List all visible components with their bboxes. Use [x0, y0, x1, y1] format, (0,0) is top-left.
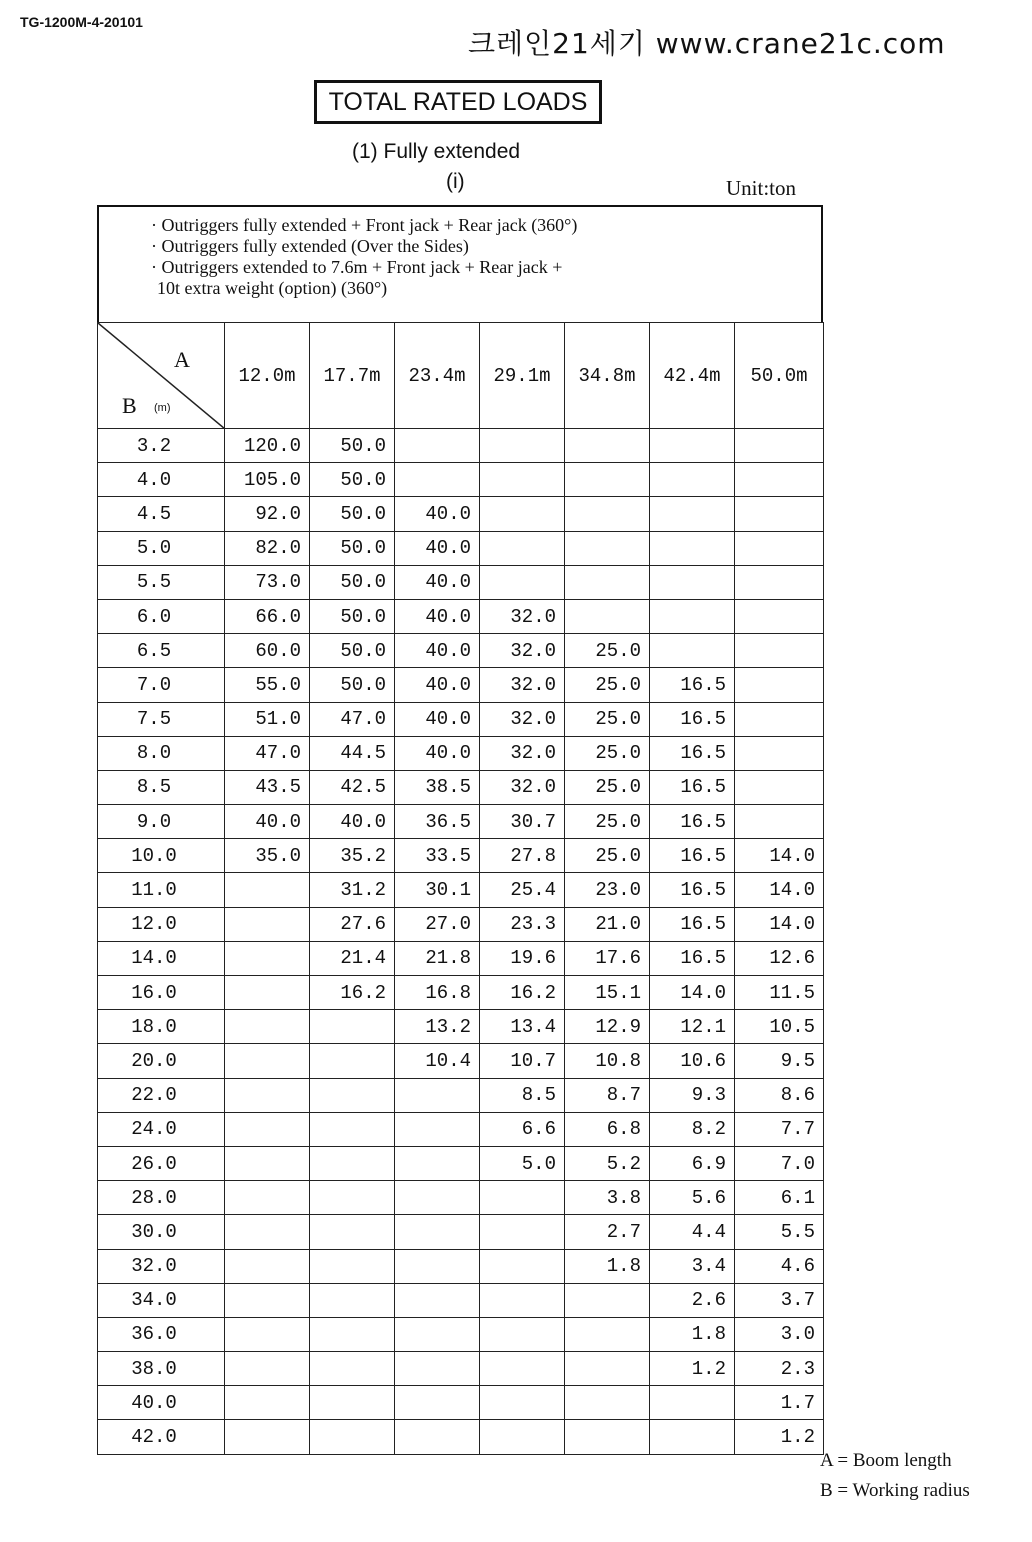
load-cell — [310, 1010, 395, 1044]
load-cell: 16.2 — [480, 976, 565, 1010]
table-row — [98, 907, 824, 941]
legend-boom-length: A = Boom length — [820, 1450, 952, 1471]
condition-line: · Outriggers fully extended + Front jack + Rear jack (360°) — [151, 215, 578, 235]
load-cell — [310, 1078, 395, 1112]
corner-cell — [98, 323, 225, 429]
load-cell — [225, 1283, 310, 1317]
load-cell — [480, 565, 565, 599]
load-cell: 16.5 — [650, 941, 735, 975]
working-radius-cell: 12.0 — [98, 907, 225, 941]
load-cell — [395, 429, 480, 463]
load-cell: 92.0 — [225, 497, 310, 531]
load-cell — [650, 1420, 735, 1454]
load-cell: 25.0 — [565, 702, 650, 736]
load-cell: 30.7 — [480, 805, 565, 839]
load-cell — [480, 1352, 565, 1386]
load-cell: 32.0 — [480, 770, 565, 804]
load-cell — [565, 1283, 650, 1317]
table-row — [98, 497, 824, 531]
load-cell — [735, 770, 824, 804]
load-cell: 8.6 — [735, 1078, 824, 1112]
working-radius-cell: 22.0 — [98, 1078, 225, 1112]
load-cell — [735, 497, 824, 531]
table-row — [98, 565, 824, 599]
load-cell: 50.0 — [310, 565, 395, 599]
load-cell — [310, 1112, 395, 1146]
table-row — [98, 1317, 824, 1351]
load-cell — [650, 429, 735, 463]
load-cell: 10.8 — [565, 1044, 650, 1078]
boom-length-header: 23.4m — [395, 323, 480, 429]
load-cell: 13.4 — [480, 1010, 565, 1044]
working-radius-cell: 4.5 — [98, 497, 225, 531]
load-cell: 50.0 — [310, 668, 395, 702]
working-radius-cell: 30.0 — [98, 1215, 225, 1249]
load-cell: 3.7 — [735, 1283, 824, 1317]
load-cell — [225, 1420, 310, 1454]
load-cell — [395, 1283, 480, 1317]
load-cell — [225, 1181, 310, 1215]
load-cell: 105.0 — [225, 463, 310, 497]
load-cell — [395, 1317, 480, 1351]
load-cell: 12.1 — [650, 1010, 735, 1044]
load-cell: 50.0 — [310, 429, 395, 463]
load-cell — [310, 1317, 395, 1351]
load-cell — [225, 976, 310, 1010]
load-cell — [735, 634, 824, 668]
load-cell: 50.0 — [310, 599, 395, 633]
working-radius-cell: 4.0 — [98, 463, 225, 497]
load-cell: 27.6 — [310, 907, 395, 941]
load-cell — [225, 1215, 310, 1249]
load-cell: 1.2 — [650, 1352, 735, 1386]
load-cell: 4.4 — [650, 1215, 735, 1249]
load-cell — [480, 463, 565, 497]
load-cell — [225, 1352, 310, 1386]
load-cell: 16.5 — [650, 839, 735, 873]
working-radius-cell: 8.0 — [98, 736, 225, 770]
load-cell: 35.0 — [225, 839, 310, 873]
load-cell: 23.3 — [480, 907, 565, 941]
load-cell — [735, 531, 824, 565]
load-cell: 25.0 — [565, 634, 650, 668]
load-cell: 40.0 — [395, 736, 480, 770]
table-row — [98, 1283, 824, 1317]
load-cell: 1.2 — [735, 1420, 824, 1454]
load-cell: 11.5 — [735, 976, 824, 1010]
load-cell: 7.7 — [735, 1112, 824, 1146]
load-cell — [310, 1420, 395, 1454]
working-radius-cell: 38.0 — [98, 1352, 225, 1386]
working-radius-cell: 7.5 — [98, 702, 225, 736]
load-cell — [225, 941, 310, 975]
load-cell — [735, 599, 824, 633]
working-radius-cell: 14.0 — [98, 941, 225, 975]
load-cell: 21.8 — [395, 941, 480, 975]
load-cell: 16.5 — [650, 873, 735, 907]
load-cell — [480, 1283, 565, 1317]
working-radius-cell: 26.0 — [98, 1146, 225, 1180]
load-cell: 40.0 — [395, 565, 480, 599]
table-row — [98, 634, 824, 668]
load-cell: 2.7 — [565, 1215, 650, 1249]
load-cell — [650, 531, 735, 565]
condition-line: 10t extra weight (option) (360°) — [157, 278, 388, 298]
load-cell — [225, 1010, 310, 1044]
load-cell — [735, 668, 824, 702]
load-cell — [650, 497, 735, 531]
website-banner: 크레인21세기 www.crane21c.com — [468, 27, 946, 60]
load-cell: 3.4 — [650, 1249, 735, 1283]
load-cell: 10.7 — [480, 1044, 565, 1078]
working-radius-cell: 42.0 — [98, 1420, 225, 1454]
header-row — [98, 323, 824, 429]
load-cell — [565, 1317, 650, 1351]
working-radius-cell: 11.0 — [98, 873, 225, 907]
load-cell: 16.8 — [395, 976, 480, 1010]
load-cell — [310, 1215, 395, 1249]
load-cell — [310, 1352, 395, 1386]
table-row — [98, 429, 824, 463]
table-row — [98, 1420, 824, 1454]
load-cell — [310, 1044, 395, 1078]
load-cell — [480, 1420, 565, 1454]
load-cell: 1.8 — [650, 1317, 735, 1351]
load-cell: 32.0 — [480, 668, 565, 702]
load-cell — [395, 1215, 480, 1249]
load-cell: 47.0 — [310, 702, 395, 736]
load-cell: 32.0 — [480, 702, 565, 736]
load-cell — [565, 1386, 650, 1420]
rated-load-table — [97, 322, 824, 1455]
load-cell — [225, 873, 310, 907]
load-cell — [565, 497, 650, 531]
load-cell: 10.5 — [735, 1010, 824, 1044]
load-cell — [310, 1249, 395, 1283]
load-cell — [735, 702, 824, 736]
load-cell: 16.5 — [650, 702, 735, 736]
load-cell: 10.6 — [650, 1044, 735, 1078]
load-cell: 17.6 — [565, 941, 650, 975]
load-cell: 15.1 — [565, 976, 650, 1010]
working-radius-cell: 28.0 — [98, 1181, 225, 1215]
table-row — [98, 463, 824, 497]
load-cell — [395, 1352, 480, 1386]
load-cell: 19.6 — [480, 941, 565, 975]
load-cell: 55.0 — [225, 668, 310, 702]
table-row — [98, 668, 824, 702]
load-cell — [565, 429, 650, 463]
table-row — [98, 1078, 824, 1112]
load-cell — [650, 599, 735, 633]
load-cell: 10.4 — [395, 1044, 480, 1078]
load-cell — [225, 1317, 310, 1351]
working-radius-cell: 5.5 — [98, 565, 225, 599]
load-cell — [565, 1420, 650, 1454]
section-index: (i) — [446, 170, 465, 193]
boom-length-header: 42.4m — [650, 323, 735, 429]
document-code: TG-1200M-4-20101 — [20, 14, 143, 30]
load-cell: 40.0 — [395, 531, 480, 565]
load-cell: 25.0 — [565, 805, 650, 839]
load-cell: 31.2 — [310, 873, 395, 907]
load-cell: 40.0 — [395, 634, 480, 668]
load-cell: 8.5 — [480, 1078, 565, 1112]
load-cell — [395, 463, 480, 497]
load-cell — [225, 1146, 310, 1180]
working-radius-cell: 18.0 — [98, 1010, 225, 1044]
load-cell: 35.2 — [310, 839, 395, 873]
table-row — [98, 1112, 824, 1146]
load-cell — [310, 1146, 395, 1180]
load-cell: 25.0 — [565, 770, 650, 804]
table-row — [98, 702, 824, 736]
load-cell: 16.5 — [650, 805, 735, 839]
load-cell — [225, 1078, 310, 1112]
load-cell: 33.5 — [395, 839, 480, 873]
load-cell: 50.0 — [310, 497, 395, 531]
load-cell — [650, 565, 735, 599]
load-cell: 5.6 — [650, 1181, 735, 1215]
load-cell: 51.0 — [225, 702, 310, 736]
table-row — [98, 770, 824, 804]
load-cell: 82.0 — [225, 531, 310, 565]
condition-line: · Outriggers fully extended (Over the Sides) — [151, 236, 469, 256]
load-cell: 47.0 — [225, 736, 310, 770]
load-cell: 50.0 — [310, 463, 395, 497]
unit-label: Unit:ton — [726, 176, 797, 200]
table-row — [98, 839, 824, 873]
load-cell: 6.6 — [480, 1112, 565, 1146]
load-cell — [225, 1249, 310, 1283]
working-radius-cell: 24.0 — [98, 1112, 225, 1146]
load-cell — [225, 1112, 310, 1146]
load-cell: 12.9 — [565, 1010, 650, 1044]
load-cell: 21.4 — [310, 941, 395, 975]
working-radius-cell: 10.0 — [98, 839, 225, 873]
table-row — [98, 1215, 824, 1249]
table-row — [98, 1352, 824, 1386]
load-cell: 2.6 — [650, 1283, 735, 1317]
load-cell — [395, 1420, 480, 1454]
table-row — [98, 1146, 824, 1180]
load-cell — [565, 531, 650, 565]
load-cell: 38.5 — [395, 770, 480, 804]
section-subtitle: (1) Fully extended — [352, 140, 521, 163]
page-title: TOTAL RATED LOADS — [314, 80, 602, 124]
working-radius-cell: 32.0 — [98, 1249, 225, 1283]
load-cell — [480, 531, 565, 565]
load-cell — [565, 463, 650, 497]
load-cell — [565, 599, 650, 633]
load-cell: 7.0 — [735, 1146, 824, 1180]
load-cell — [650, 463, 735, 497]
load-cell — [735, 805, 824, 839]
condition-line: · Outriggers extended to 7.6m + Front jack + Rear jack + — [151, 257, 563, 277]
load-cell — [480, 1317, 565, 1351]
load-cell — [310, 1283, 395, 1317]
load-cell: 14.0 — [735, 839, 824, 873]
working-radius-cell: 36.0 — [98, 1317, 225, 1351]
working-radius-cell: 5.0 — [98, 531, 225, 565]
load-cell: 32.0 — [480, 599, 565, 633]
load-cell — [650, 634, 735, 668]
load-cell — [735, 429, 824, 463]
load-cell: 25.0 — [565, 839, 650, 873]
boom-length-header: 17.7m — [310, 323, 395, 429]
load-cell — [395, 1146, 480, 1180]
load-cell: 6.8 — [565, 1112, 650, 1146]
load-cell — [395, 1112, 480, 1146]
load-cell: 16.5 — [650, 736, 735, 770]
working-radius-cell: 20.0 — [98, 1044, 225, 1078]
corner-label-b: B — [122, 393, 137, 418]
conditions-box — [97, 205, 823, 323]
load-cell: 9.5 — [735, 1044, 824, 1078]
load-cell: 30.1 — [395, 873, 480, 907]
working-radius-cell: 6.0 — [98, 599, 225, 633]
table-row — [98, 805, 824, 839]
load-cell: 50.0 — [310, 531, 395, 565]
working-radius-cell: 8.5 — [98, 770, 225, 804]
load-cell: 5.0 — [480, 1146, 565, 1180]
load-cell: 6.9 — [650, 1146, 735, 1180]
table-row — [98, 873, 824, 907]
table-row — [98, 599, 824, 633]
corner-label-a: A — [174, 347, 190, 372]
load-cell: 16.2 — [310, 976, 395, 1010]
load-cell — [565, 565, 650, 599]
load-cell: 5.5 — [735, 1215, 824, 1249]
legend — [820, 1446, 970, 1506]
load-cell — [395, 1181, 480, 1215]
load-cell — [480, 1249, 565, 1283]
load-cell: 14.0 — [735, 873, 824, 907]
load-cell: 4.6 — [735, 1249, 824, 1283]
load-cell: 25.0 — [565, 736, 650, 770]
load-cell: 42.5 — [310, 770, 395, 804]
boom-length-header: 29.1m — [480, 323, 565, 429]
load-cell — [225, 1044, 310, 1078]
table-row — [98, 1010, 824, 1044]
load-cell: 40.0 — [395, 497, 480, 531]
load-cell: 21.0 — [565, 907, 650, 941]
load-cell — [310, 1181, 395, 1215]
load-cell: 3.0 — [735, 1317, 824, 1351]
load-cell — [735, 565, 824, 599]
load-cell: 16.5 — [650, 907, 735, 941]
table-row — [98, 1386, 824, 1420]
load-cell: 40.0 — [395, 668, 480, 702]
load-cell: 66.0 — [225, 599, 310, 633]
load-cell — [735, 736, 824, 770]
load-cell — [395, 1078, 480, 1112]
load-cell — [395, 1386, 480, 1420]
load-cell: 73.0 — [225, 565, 310, 599]
load-cell: 3.8 — [565, 1181, 650, 1215]
load-cell — [480, 1386, 565, 1420]
load-cell: 16.5 — [650, 668, 735, 702]
load-cell: 13.2 — [395, 1010, 480, 1044]
load-cell: 36.5 — [395, 805, 480, 839]
load-cell: 27.8 — [480, 839, 565, 873]
load-cell — [395, 1249, 480, 1283]
load-cell: 50.0 — [310, 634, 395, 668]
boom-length-header: 34.8m — [565, 323, 650, 429]
load-cell: 1.7 — [735, 1386, 824, 1420]
table-row — [98, 1044, 824, 1078]
working-radius-cell: 7.0 — [98, 668, 225, 702]
load-cell: 6.1 — [735, 1181, 824, 1215]
load-cell: 25.4 — [480, 873, 565, 907]
load-cell: 16.5 — [650, 770, 735, 804]
load-cell: 43.5 — [225, 770, 310, 804]
load-cell: 12.6 — [735, 941, 824, 975]
load-cell — [480, 429, 565, 463]
load-cell: 32.0 — [480, 736, 565, 770]
legend-working-radius: B = Working radius — [820, 1480, 970, 1501]
load-cell: 40.0 — [310, 805, 395, 839]
load-cell — [650, 1386, 735, 1420]
boom-length-header: 50.0m — [735, 323, 824, 429]
working-radius-cell: 40.0 — [98, 1386, 225, 1420]
load-cell — [735, 463, 824, 497]
working-radius-cell: 9.0 — [98, 805, 225, 839]
load-cell — [225, 907, 310, 941]
load-cell: 60.0 — [225, 634, 310, 668]
load-cell — [565, 1352, 650, 1386]
load-cell: 27.0 — [395, 907, 480, 941]
load-cell: 1.8 — [565, 1249, 650, 1283]
load-cell: 14.0 — [735, 907, 824, 941]
boom-length-header: 12.0m — [225, 323, 310, 429]
load-cell: 40.0 — [225, 805, 310, 839]
load-cell: 14.0 — [650, 976, 735, 1010]
working-radius-cell: 34.0 — [98, 1283, 225, 1317]
load-cell — [225, 1386, 310, 1420]
working-radius-cell: 3.2 — [98, 429, 225, 463]
load-cell: 40.0 — [395, 599, 480, 633]
load-cell: 8.2 — [650, 1112, 735, 1146]
table-row — [98, 1181, 824, 1215]
load-cell: 23.0 — [565, 873, 650, 907]
load-cell: 9.3 — [650, 1078, 735, 1112]
table-row — [98, 941, 824, 975]
load-cell: 44.5 — [310, 736, 395, 770]
load-cell: 8.7 — [565, 1078, 650, 1112]
load-cell: 120.0 — [225, 429, 310, 463]
corner-unit: (m) — [154, 402, 171, 414]
table-row — [98, 976, 824, 1010]
table-row — [98, 531, 824, 565]
load-cell: 5.2 — [565, 1146, 650, 1180]
load-cell — [480, 1215, 565, 1249]
load-cell — [480, 497, 565, 531]
load-cell — [310, 1386, 395, 1420]
load-cell — [480, 1181, 565, 1215]
load-cell: 25.0 — [565, 668, 650, 702]
load-cell: 2.3 — [735, 1352, 824, 1386]
load-cell: 40.0 — [395, 702, 480, 736]
table-row — [98, 736, 824, 770]
load-cell: 32.0 — [480, 634, 565, 668]
working-radius-cell: 6.5 — [98, 634, 225, 668]
working-radius-cell: 16.0 — [98, 976, 225, 1010]
table-row — [98, 1249, 824, 1283]
